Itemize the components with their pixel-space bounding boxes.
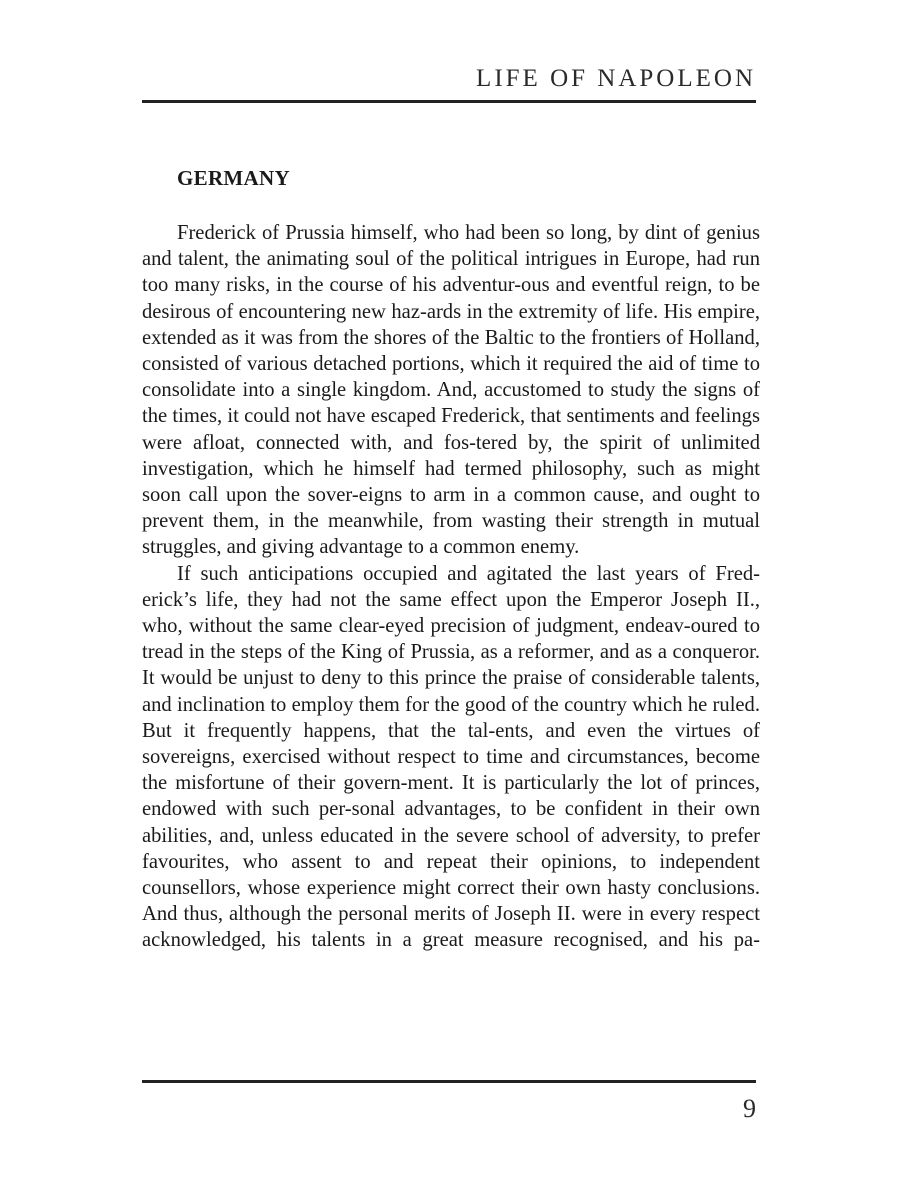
page-number: 9	[743, 1094, 756, 1123]
body-text	[142, 220, 760, 954]
section-heading: GERMANY	[177, 166, 290, 190]
footer-rule	[142, 1080, 756, 1083]
paragraph: Frederick of Prussia himself, who had been so long, by dint of genius and talent, the animating soul of the political intrigues in Europe, had run too many risks, in the course of his adventur-ous and eventful reign, to be desirous of encountering new haz-ards in the extremity of life. His empire, extended as it was from the shores of the Baltic to the frontiers of Holland, consisted of various detached portions, which it required the aid of time to consolidate into a single kingdom. And, accustomed to study the signs of the times, it could not have escaped Frederick, that sentiments and feelings were afloat, connected with, and fos-tered by, the spirit of unlimited investigation, which he himself had termed philosophy, such as might soon call upon the sover-eigns to arm in a common cause, and ought to prevent them, in the meanwhile, from wasting their strength in mutual struggles, and giving advantage to a common enemy.	[142, 222, 760, 559]
header-rule	[142, 100, 756, 103]
paragraph: If such anticipations occupied and agitated the last years of Fred-erick’s life, they had not the same effect upon the Emperor Joseph II., who, without the same clear-eyed precision of judgment, endeav-oured to tread in the steps of the King of Prussia, as a reformer, and as a conqueror. It would be unjust to deny to this prince the praise of considerable talents, and inclination to employ them for the good of the country which he ruled. But it frequently happens, that the tal-ents, and even the virtues of sovereigns, exercised without respect to time and circumstances, become the misfortune of their govern-ment. It is particularly the lot of princes, endowed with such per-sonal advantages, to be confident in their own abilities, and, unless educated in the severe school of adversity, to prefer favourites, who assent to and repeat their opinions, to independent counsellors, whose experience might correct their own hasty conclusions. And thus, although the personal merits of Joseph II. were in every respect acknowledged, his talents in a great measure recognised, and his pa-	[142, 562, 760, 952]
running-head-title: LIFE OF NAPOLEON	[476, 65, 756, 92]
